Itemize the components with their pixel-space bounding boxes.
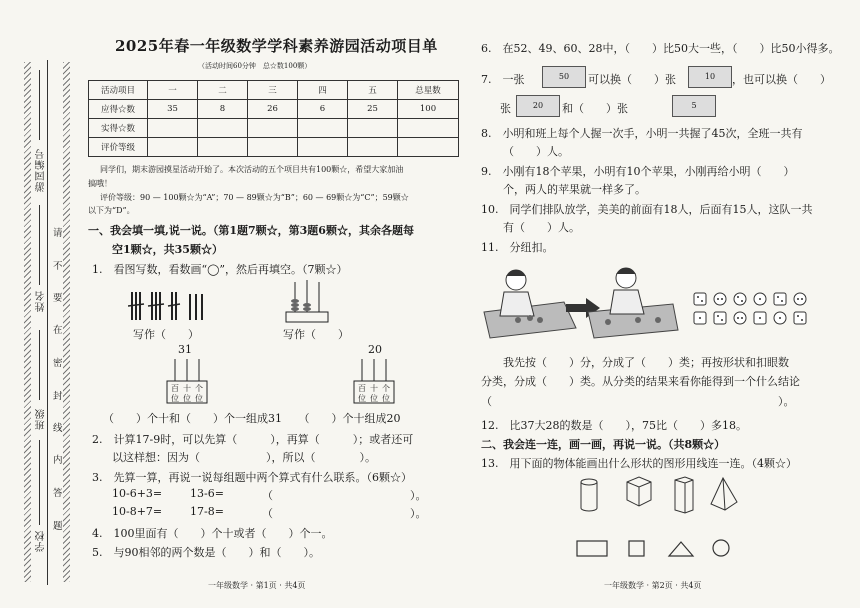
table-cell-input[interactable] [298, 138, 348, 157]
page-subtitle: （活动时间60分钟 总☆数100颗） [198, 62, 312, 70]
table-cell: 6 [298, 100, 348, 119]
place-label: 位 [358, 394, 366, 403]
question-7-text[interactable]: 可以换（ ）张 [588, 73, 676, 86]
seal-char: 密 [53, 358, 63, 369]
question-9[interactable]: 9. 小刚有18个苹果，小明有10个苹果，小刚再给小明（ ） [481, 165, 795, 178]
table-cell-input[interactable] [148, 138, 198, 157]
name-label: 姓名 [36, 290, 47, 312]
question-11-text[interactable]: 我先按（ ）分，分成了（ ）类；再按形状和扣眼数 [503, 356, 789, 369]
section-heading: 空1颗☆，共35颗☆） [112, 243, 223, 256]
table-cell: 100 [398, 100, 459, 119]
page-footer: 一年级数学 · 第1页 · 共4页 [208, 581, 306, 590]
table-cell-input[interactable] [198, 138, 248, 157]
table-cell: 活动项目 [89, 81, 148, 100]
table-cell-input[interactable] [348, 119, 398, 138]
binding-strip [0, 0, 80, 608]
question-5[interactable]: 5. 与90相邻的两个数是（ ）和（ ）。 [92, 546, 320, 559]
page-title: 2025年春一年级数学学科素养游园活动项目单 [115, 37, 438, 55]
table-cell: 25 [348, 100, 398, 119]
binding-line [47, 60, 48, 585]
banknote-value: 5 [691, 101, 697, 110]
question-2[interactable]: 2. 计算17-9时，可以先算（ ），再算（ ）；或者还可 [92, 433, 414, 446]
table-cell: 评价等级 [89, 138, 148, 157]
section-heading: 一、我会填一填,说一说。（第1题7颗☆，第3题6颗☆，其余各题每 [88, 224, 414, 237]
place-label: 个 [195, 384, 203, 393]
number-31: 31 [178, 343, 192, 356]
seal-char: 答 [53, 488, 63, 499]
place-label: 百 [171, 384, 179, 393]
write-blank-2[interactable]: 写作（ ） [283, 328, 349, 341]
banknote-value: 50 [558, 72, 570, 81]
grade-rule-line: 以下为“D”。 [88, 206, 135, 215]
score-table [88, 80, 459, 157]
question-11-text[interactable]: （ ）。 [481, 395, 795, 408]
seal-char: 内 [53, 455, 63, 466]
answer-paren[interactable]: （ [262, 507, 273, 520]
write-blank-1[interactable]: 写作（ ） [133, 328, 199, 341]
children-sorting-buttons-image [478, 262, 683, 342]
question-1: 1. 看图写数，看数画“◯”，然后再填空。（7颗☆） [92, 263, 348, 276]
question-2-line2[interactable]: 以这样想：因为（ ），所以（ ）。 [112, 451, 376, 464]
question-12[interactable]: 12. 比37大28的数是（ ），75比（ ）多18。 [481, 419, 747, 432]
place-label: 位 [171, 394, 179, 403]
equation[interactable]: 17-8= [190, 505, 224, 518]
table-cell: 总星数 [398, 81, 459, 100]
intro-line: 同学们，期末游园摸星活动开始了。本次活动的五个项目共有100颗☆，希望大家加油 [100, 165, 404, 174]
table-cell: 26 [248, 100, 298, 119]
table-cell: 35 [148, 100, 198, 119]
binding-hatch-left [24, 62, 31, 582]
question-6[interactable]: 6. 在52、49、60、28中，（ ）比50大一些，（ ）比50小得多。 [481, 42, 840, 55]
banknote-10 [688, 66, 732, 88]
question-11: 11. 分纽扣。 [481, 241, 554, 254]
question-9-line2: 个，两人的苹果就一样多了。 [503, 183, 646, 196]
banknote-value: 20 [532, 101, 544, 110]
question-13: 13. 用下面的物体能画出什么形状的图形用线连一连。（4颗☆） [481, 457, 797, 470]
equation[interactable]: 10-6+3= [112, 487, 163, 500]
table-cell: 四 [298, 81, 348, 100]
name-field[interactable] [39, 205, 40, 285]
question-10-line2[interactable]: 有（ ）人。 [503, 221, 580, 234]
seal-char: 线 [53, 423, 63, 434]
question-8-line2[interactable]: （ ）人。 [503, 145, 569, 158]
seal-char: 封 [53, 391, 63, 402]
question-1-fill[interactable]: （ ）个十和（ ）个一组成31 （ ）个十组成20 [103, 412, 401, 425]
table-row [89, 81, 459, 100]
intro-line: 搞哦！ [88, 179, 112, 188]
equation[interactable]: 13-6= [190, 487, 224, 500]
banknote-value: 10 [704, 72, 716, 81]
solid-objects-image [575, 476, 765, 516]
table-cell: 应得☆数 [89, 100, 148, 119]
class-label: 班级 [36, 408, 47, 430]
question-7-text: 张 [500, 102, 511, 115]
question-10: 10. 同学们排队放学，美美的前面有18人，后面有15人，这队一共 [481, 203, 813, 216]
question-3: 3. 先算一算，再说一说每组题中两个算式有什么联系。（6颗☆） [92, 471, 412, 484]
seal-char: 题 [53, 521, 63, 532]
seal-char: 要 [53, 293, 63, 304]
number-20: 20 [368, 343, 382, 356]
banknote-20 [516, 95, 560, 117]
question-4[interactable]: 4. 100里面有（ ）个十或者（ ）个一。 [92, 527, 333, 540]
grade-rule-line: 评价等级：90 — 100颗☆为“A”；70 — 89颗☆为“B”；60 — 69颗☆为“C”；59颗☆ [100, 193, 409, 202]
table-cell: 8 [198, 100, 248, 119]
id-field[interactable] [39, 70, 40, 140]
place-label: 十 [183, 384, 191, 393]
question-11-text[interactable]: 分类，分成（ ）类。从分类的结果来看你能得到一个什么结论 [481, 375, 800, 388]
place-label: 位 [195, 394, 203, 403]
table-cell: 实得☆数 [89, 119, 148, 138]
table-cell-input[interactable] [398, 138, 459, 157]
banknote-5 [672, 95, 716, 117]
table-cell-input[interactable] [248, 138, 298, 157]
question-7-text[interactable]: 和（ ）张 [562, 102, 628, 115]
table-row [89, 138, 459, 157]
place-label: 位 [382, 394, 390, 403]
class-field[interactable] [39, 330, 40, 400]
question-8: 8. 小明和班上每个人握一次手，小明一共握了45次，全班一共有 [481, 127, 803, 140]
binding-hatch-right [63, 62, 70, 582]
id-label: 游园编号 [36, 148, 47, 192]
place-label: 百 [358, 384, 366, 393]
table-cell-input[interactable] [198, 119, 248, 138]
place-label: 位 [183, 394, 191, 403]
seal-char: 不 [53, 261, 63, 272]
place-label: 十 [370, 384, 378, 393]
table-cell-input[interactable] [348, 138, 398, 157]
table-cell: 五 [348, 81, 398, 100]
question-7: 7. 一张 [481, 73, 525, 86]
banknote-50 [542, 66, 586, 88]
abacus-draw-area-31[interactable] [165, 357, 209, 405]
school-label: 学校 [36, 530, 47, 552]
flat-shapes-image [575, 538, 745, 560]
table-cell: 二 [198, 81, 248, 100]
answer-paren: ）。 [410, 489, 427, 502]
seal-char: 请 [53, 228, 63, 239]
table-cell-input[interactable] [148, 119, 198, 138]
section-heading: 二、我会连一连，画一画，再说一说。（共8颗☆） [481, 438, 726, 451]
seal-char: 在 [53, 325, 63, 336]
page-footer: 一年级数学 · 第2页 · 共4页 [604, 581, 702, 590]
abacus-draw-area-20[interactable] [352, 357, 396, 405]
answer-paren[interactable]: （ [262, 489, 273, 502]
table-row [89, 119, 459, 138]
table-cell-input[interactable] [298, 119, 348, 138]
button-set-image [693, 292, 813, 326]
school-field[interactable] [39, 440, 40, 525]
answer-paren: ）。 [410, 507, 427, 520]
place-label: 位 [370, 394, 378, 403]
table-cell-input[interactable] [248, 119, 298, 138]
question-7-text[interactable]: ，也可以换（ ） [732, 73, 831, 86]
abacus-image [282, 278, 332, 324]
bundled-sticks-image [128, 290, 208, 322]
place-label: 个 [382, 384, 390, 393]
table-cell: 三 [248, 81, 298, 100]
table-cell-input[interactable] [398, 119, 459, 138]
table-row [89, 100, 459, 119]
equation[interactable]: 10-8+7= [112, 505, 163, 518]
table-cell: 一 [148, 81, 198, 100]
